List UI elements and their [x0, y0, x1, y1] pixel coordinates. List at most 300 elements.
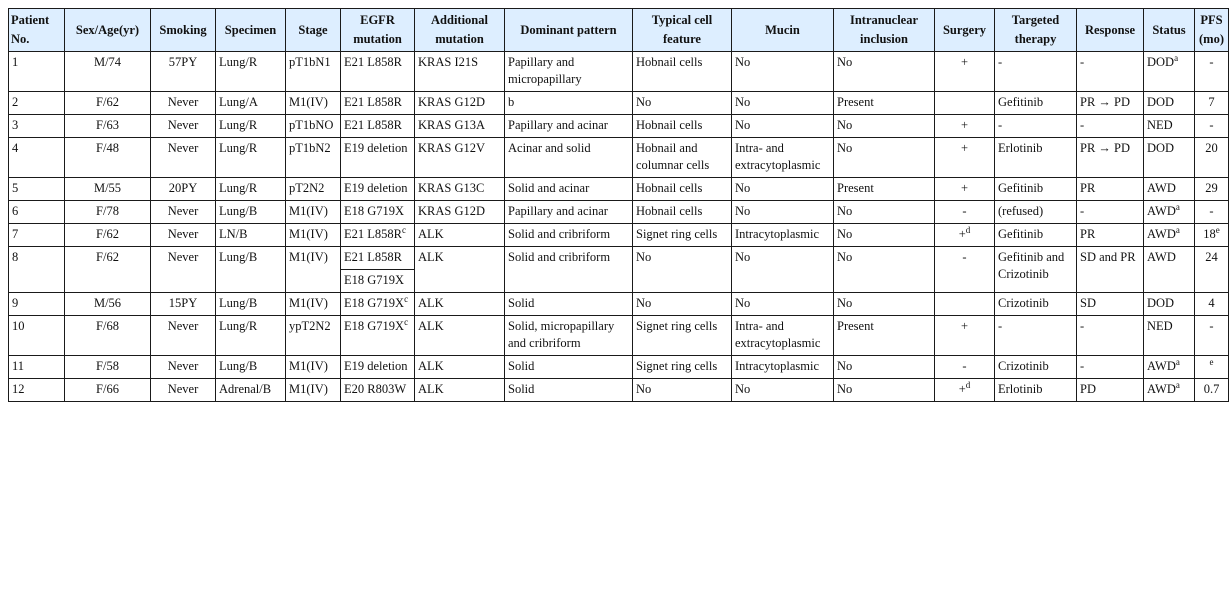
cell-smoking	[151, 247, 216, 293]
cell-sex-age-text: M/74	[93, 55, 122, 69]
cell-therapy-text: Gefitinib and Crizotinib	[998, 250, 1065, 281]
table-row	[9, 115, 1229, 138]
cell-stage-text: M1(IV)	[289, 95, 328, 109]
cell-pfs	[1195, 92, 1229, 115]
cell-smoking	[151, 115, 216, 138]
cell-response	[1077, 178, 1144, 201]
cell-mucin-text: Intra- and extracytoplasmic	[735, 319, 821, 350]
cell-cell-feature	[633, 293, 732, 316]
cell-pattern-text: Papillary and acinar	[508, 118, 608, 132]
cell-patient-no	[9, 201, 65, 224]
table-row	[9, 201, 1229, 224]
cell-stage	[286, 379, 341, 402]
cell-therapy	[995, 52, 1077, 92]
cell-status	[1144, 356, 1195, 379]
header-response: Response	[1077, 9, 1144, 52]
cell-therapy	[995, 224, 1077, 247]
cell-inclusion-text: No	[837, 141, 853, 155]
cell-stage	[286, 224, 341, 247]
cell-status-text: NED	[1147, 319, 1173, 333]
cell-therapy-text: Gefitinib	[998, 95, 1044, 109]
table-row	[9, 178, 1229, 201]
cell-therapy-text: -	[998, 55, 1003, 69]
cell-pattern	[505, 115, 633, 138]
cell-cell-feature	[633, 138, 732, 178]
cell-pattern-text: Papillary and acinar	[508, 204, 608, 218]
cell-status-text: AWD	[1147, 227, 1176, 241]
cell-inclusion	[834, 224, 935, 247]
header-surgery: Surgery	[935, 9, 995, 52]
cell-egfr-text: E19 deletion	[344, 181, 408, 195]
cell-status-text: AWD	[1147, 359, 1176, 373]
cell-patient-no	[9, 379, 65, 402]
cell-egfr-text: E18 G719X	[344, 296, 405, 310]
cell-sex-age	[65, 316, 151, 356]
cell-pattern-text: Solid	[508, 296, 535, 310]
cell-surgery-footnote: d	[965, 380, 971, 390]
cell-response	[1077, 201, 1144, 224]
cell-inclusion-text: No	[837, 227, 853, 241]
cell-inclusion-text: No	[837, 118, 853, 132]
cell-stage-text: M1(IV)	[289, 204, 328, 218]
cell-status	[1144, 178, 1195, 201]
cell-response-text: PR → PD	[1080, 95, 1131, 109]
header-specimen: Specimen	[216, 9, 286, 52]
cell-response	[1077, 52, 1144, 92]
cell-mucin	[732, 247, 834, 293]
cell-response-text: PR	[1080, 227, 1096, 241]
cell-therapy	[995, 92, 1077, 115]
cell-cell-feature-text: Signet ring cells	[636, 359, 718, 373]
cell-mucin	[732, 224, 834, 247]
table-row	[9, 92, 1229, 115]
cell-pfs-text: -	[1209, 319, 1214, 333]
cell-specimen-text: Lung/R	[219, 118, 258, 132]
cell-therapy	[995, 379, 1077, 402]
cell-specimen-text: Lung/R	[219, 319, 258, 333]
cell-cell-feature-text: Hobnail and columnar cells	[636, 141, 710, 172]
cell-pfs-text: -	[1209, 55, 1214, 69]
cell-status	[1144, 52, 1195, 92]
table-body	[9, 52, 1229, 402]
cell-cell-feature-text: No	[636, 95, 652, 109]
cell-response-text: -	[1080, 359, 1085, 373]
cell-therapy-text: Crizotinib	[998, 359, 1049, 373]
cell-specimen-text: Lung/R	[219, 55, 258, 69]
cell-smoking-text: 57PY	[168, 55, 198, 69]
cell-pfs	[1195, 247, 1229, 293]
cell-therapy-text: Gefitinib	[998, 227, 1044, 241]
cell-additional-text: ALK	[418, 359, 444, 373]
header-row	[9, 9, 1229, 52]
cell-sex-age-text: F/58	[96, 359, 119, 373]
cell-pfs	[1195, 52, 1229, 92]
cell-stage-text: M1(IV)	[289, 227, 328, 241]
cell-pattern-text: Acinar and solid	[508, 141, 591, 155]
cell-smoking-text: 20PY	[168, 181, 198, 195]
header-patient-no: Patient No.	[9, 9, 65, 52]
cell-additional	[415, 293, 505, 316]
cell-pfs-text: 0.7	[1203, 382, 1220, 396]
cell-status-text: AWD	[1147, 382, 1176, 396]
cell-pfs	[1195, 201, 1229, 224]
table-row	[9, 356, 1229, 379]
cell-pattern-text: Solid and acinar	[508, 181, 590, 195]
cell-specimen-text: Adrenal/B	[219, 382, 272, 396]
cell-pfs-text: 29	[1205, 181, 1218, 195]
cell-cell-feature	[633, 52, 732, 92]
cell-stage	[286, 316, 341, 356]
header-pattern: Dominant pattern	[505, 9, 633, 52]
cell-pattern	[505, 356, 633, 379]
cell-egfr-footnote: c	[401, 225, 406, 235]
cell-surgery	[935, 115, 995, 138]
cell-additional-text: ALK	[418, 227, 444, 241]
cell-cell-feature	[633, 247, 732, 293]
cell-mucin-text: No	[735, 382, 751, 396]
cell-pattern	[505, 201, 633, 224]
header-status: Status	[1144, 9, 1195, 52]
cell-therapy-text: -	[998, 319, 1003, 333]
cell-patient-no-text: 12	[12, 382, 25, 396]
cell-mucin	[732, 115, 834, 138]
cell-pfs-text: -	[1209, 204, 1214, 218]
cell-additional-text: KRAS I21S	[418, 55, 479, 69]
cell-specimen-text: Lung/R	[219, 141, 258, 155]
cell-egfr-text: E19 deletion	[344, 141, 408, 155]
cell-smoking	[151, 316, 216, 356]
cell-mucin	[732, 293, 834, 316]
cell-pattern	[505, 247, 633, 293]
cell-status	[1144, 293, 1195, 316]
cell-additional-text: ALK	[418, 382, 444, 396]
cell-egfr	[341, 138, 415, 178]
cell-pfs-text: -	[1209, 118, 1214, 132]
cell-mucin-text: No	[735, 250, 751, 264]
cell-egfr	[341, 92, 415, 115]
cell-smoking	[151, 356, 216, 379]
cell-pattern-text: Solid	[508, 382, 535, 396]
cell-therapy	[995, 247, 1077, 293]
cell-smoking-text: Never	[167, 382, 199, 396]
cell-status-text: AWD	[1147, 204, 1176, 218]
cell-response-text: -	[1080, 319, 1085, 333]
cell-egfr	[341, 178, 415, 201]
cell-mucin-text: No	[735, 296, 751, 310]
cell-pattern	[505, 316, 633, 356]
cell-egfr-text: E21 L858R	[344, 95, 402, 109]
header-mucin: Mucin	[732, 9, 834, 52]
cell-stage	[286, 52, 341, 92]
cell-specimen-text: Lung/R	[219, 181, 258, 195]
cell-inclusion	[834, 379, 935, 402]
cell-egfr-text: E21 L858R	[344, 118, 402, 132]
cell-pfs	[1195, 178, 1229, 201]
cell-pattern-text: Papillary and micropapillary	[508, 55, 582, 86]
cell-specimen	[216, 138, 286, 178]
cell-status-text: DOD	[1147, 141, 1175, 155]
header-inclusion: Intranuclear inclusion	[834, 9, 935, 52]
cell-sex-age	[65, 138, 151, 178]
cell-status-text: DOD	[1147, 296, 1175, 310]
cell-therapy-text: Erlotinib	[998, 141, 1043, 155]
cell-inclusion	[834, 316, 935, 356]
cell-surgery	[935, 138, 995, 178]
cell-stage-text: ypT2N2	[289, 319, 331, 333]
cell-inclusion-text: Present	[837, 319, 874, 333]
cell-smoking-text: Never	[167, 141, 199, 155]
cell-patient-no-text: 7	[12, 227, 19, 241]
cell-response-text: SD	[1080, 296, 1096, 310]
cell-surgery-text: +	[958, 227, 966, 241]
cell-egfr	[341, 316, 415, 356]
cell-smoking	[151, 138, 216, 178]
cell-pfs	[1195, 115, 1229, 138]
cell-patient-no-text: 5	[12, 181, 19, 195]
cell-sex-age	[65, 178, 151, 201]
cell-inclusion	[834, 356, 935, 379]
cell-additional-text: KRAS G12V	[418, 141, 486, 155]
cell-stage	[286, 293, 341, 316]
cell-stage-text: pT1bN2	[289, 141, 331, 155]
cell-sex-age-text: F/66	[96, 382, 119, 396]
cell-smoking	[151, 224, 216, 247]
cell-additional	[415, 92, 505, 115]
cell-specimen-text: LN/B	[219, 227, 248, 241]
cell-status-text: NED	[1147, 118, 1173, 132]
cell-additional	[415, 52, 505, 92]
cell-egfr-text: E18 G719X	[344, 319, 405, 333]
cell-stage-text: M1(IV)	[289, 359, 328, 373]
cell-inclusion	[834, 52, 935, 92]
cell-mucin-text: Intracytoplasmic	[735, 359, 819, 373]
cell-sex-age-text: F/63	[96, 118, 119, 132]
cell-cell-feature	[633, 224, 732, 247]
cell-additional	[415, 138, 505, 178]
cell-sex-age	[65, 224, 151, 247]
cell-surgery-text: +	[960, 55, 969, 69]
cell-therapy	[995, 293, 1077, 316]
cell-surgery-text: -	[962, 204, 967, 218]
cell-pattern	[505, 138, 633, 178]
cell-patient-no	[9, 356, 65, 379]
cell-smoking	[151, 178, 216, 201]
cell-stage	[286, 138, 341, 178]
cell-patient-no-text: 10	[12, 319, 25, 333]
cell-additional-text: KRAS G12D	[418, 95, 486, 109]
cell-mucin-text: No	[735, 95, 751, 109]
cell-sex-age	[65, 247, 151, 293]
cell-patient-no	[9, 52, 65, 92]
cell-specimen-text: Lung/B	[219, 250, 258, 264]
header-sex-age: Sex/Age(yr)	[65, 9, 151, 52]
cell-response	[1077, 247, 1144, 293]
cell-mucin	[732, 138, 834, 178]
cell-surgery	[935, 316, 995, 356]
cell-sex-age-text: F/48	[96, 141, 119, 155]
cell-cell-feature-text: No	[636, 382, 652, 396]
cell-pattern	[505, 224, 633, 247]
cell-pfs-text: 24	[1205, 250, 1218, 264]
cell-stage-text: pT1bNO	[289, 118, 334, 132]
cell-therapy	[995, 356, 1077, 379]
cell-surgery	[935, 52, 995, 92]
cell-smoking-text: Never	[167, 359, 199, 373]
cell-pfs-text: 7	[1208, 95, 1215, 109]
cell-sex-age	[65, 52, 151, 92]
cell-response	[1077, 379, 1144, 402]
cell-inclusion-text: No	[837, 296, 853, 310]
cell-cell-feature	[633, 178, 732, 201]
cell-inclusion	[834, 92, 935, 115]
cell-status	[1144, 201, 1195, 224]
cell-response	[1077, 293, 1144, 316]
header-stage: Stage	[286, 9, 341, 52]
cell-stage	[286, 115, 341, 138]
cell-status	[1144, 316, 1195, 356]
cell-therapy	[995, 316, 1077, 356]
cell-specimen	[216, 247, 286, 293]
cell-response	[1077, 138, 1144, 178]
cell-cell-feature-text: No	[636, 296, 652, 310]
cell-cell-feature	[633, 201, 732, 224]
cell-inclusion-text: Present	[837, 181, 874, 195]
cell-surgery-text: -	[962, 359, 967, 373]
header-smoking: Smoking	[151, 9, 216, 52]
cell-response-text: -	[1080, 204, 1085, 218]
cell-mucin	[732, 379, 834, 402]
cell-mucin-text: No	[735, 55, 751, 69]
cell-mucin	[732, 356, 834, 379]
cell-inclusion-text: Present	[837, 95, 874, 109]
cell-mucin	[732, 52, 834, 92]
cell-response-text: -	[1080, 55, 1085, 69]
cell-egfr-text: E19 deletion	[344, 359, 408, 373]
cell-patient-no	[9, 178, 65, 201]
cell-response-text: -	[1080, 118, 1085, 132]
cell-pattern	[505, 379, 633, 402]
cell-surgery	[935, 293, 995, 316]
cell-therapy	[995, 115, 1077, 138]
cell-specimen	[216, 356, 286, 379]
cell-egfr	[341, 356, 415, 379]
cell-therapy-text: Erlotinib	[998, 382, 1043, 396]
cell-response-text: SD and PR	[1080, 250, 1136, 264]
cell-egfr-footnote: c	[404, 294, 409, 304]
cell-specimen	[216, 52, 286, 92]
header-pfs: PFS (mo)	[1195, 9, 1229, 52]
cell-response	[1077, 115, 1144, 138]
cell-additional	[415, 379, 505, 402]
cell-additional-text: ALK	[418, 296, 444, 310]
cell-status-text: AWD	[1147, 250, 1176, 264]
cell-stage	[286, 356, 341, 379]
cell-status-footnote: a	[1175, 225, 1180, 235]
cell-mucin	[732, 316, 834, 356]
cell-inclusion-text: No	[837, 204, 853, 218]
cell-cell-feature	[633, 379, 732, 402]
cell-pfs	[1195, 224, 1229, 247]
cell-inclusion	[834, 293, 935, 316]
cell-specimen	[216, 178, 286, 201]
cell-inclusion	[834, 201, 935, 224]
cell-stage-text: M1(IV)	[289, 296, 328, 310]
cell-status-footnote: a	[1175, 380, 1180, 390]
cell-pfs-footnote: e	[1209, 357, 1214, 367]
cell-status	[1144, 379, 1195, 402]
cell-therapy	[995, 178, 1077, 201]
cell-pfs	[1195, 379, 1229, 402]
cell-mucin-text: No	[735, 118, 751, 132]
cell-surgery	[935, 178, 995, 201]
cell-mucin-text: Intracytoplasmic	[735, 227, 819, 241]
cell-inclusion	[834, 178, 935, 201]
cell-smoking	[151, 201, 216, 224]
cell-specimen	[216, 293, 286, 316]
cell-inclusion-text: No	[837, 250, 853, 264]
cell-smoking	[151, 52, 216, 92]
cell-patient-no-text: 8	[12, 250, 19, 264]
cell-sex-age	[65, 379, 151, 402]
cell-egfr	[341, 379, 415, 402]
cell-sex-age	[65, 356, 151, 379]
cell-egfr-footnote: c	[404, 317, 409, 327]
cell-response	[1077, 356, 1144, 379]
cell-pattern-text: Solid	[508, 359, 535, 373]
cell-additional-text: KRAS G12D	[418, 204, 486, 218]
cell-therapy-text: (refused)	[998, 204, 1044, 218]
cell-sex-age	[65, 115, 151, 138]
cell-sex-age-text: M/56	[93, 296, 122, 310]
cell-stage-text: M1(IV)	[289, 382, 328, 396]
cell-cell-feature	[633, 356, 732, 379]
cell-egfr-text: E21 L858R	[344, 55, 402, 69]
cell-specimen-text: Lung/B	[219, 296, 258, 310]
cell-cell-feature-text: Signet ring cells	[636, 227, 718, 241]
cell-additional-text: ALK	[418, 250, 444, 264]
cell-patient-no	[9, 224, 65, 247]
cell-stage	[286, 247, 341, 293]
cell-sex-age-text: M/55	[93, 181, 122, 195]
cell-pfs-text: 20	[1205, 141, 1218, 155]
cell-mucin	[732, 178, 834, 201]
cell-patient-no	[9, 138, 65, 178]
cell-smoking-text: 15PY	[168, 296, 198, 310]
cell-mucin-text: No	[735, 181, 751, 195]
cell-pfs	[1195, 293, 1229, 316]
cell-mucin-text: No	[735, 204, 751, 218]
cell-response-text: PR	[1080, 181, 1096, 195]
cell-therapy-text: Gefitinib	[998, 181, 1044, 195]
cell-egfr-text: E20 R803W	[344, 382, 407, 396]
cell-response-text: PR → PD	[1080, 141, 1131, 155]
cell-surgery	[935, 92, 995, 115]
cell-specimen	[216, 379, 286, 402]
cell-additional-text: KRAS G13C	[418, 181, 485, 195]
cell-stage	[286, 201, 341, 224]
table-container	[8, 8, 1229, 402]
cell-cell-feature	[633, 92, 732, 115]
cell-cell-feature-text: Hobnail cells	[636, 204, 703, 218]
cell-patient-no-text: 9	[12, 296, 19, 310]
cell-egfr	[341, 52, 415, 92]
cell-patient-no-text: 11	[12, 359, 25, 373]
table-row	[9, 316, 1229, 356]
cell-surgery-text: +	[960, 181, 969, 195]
cell-additional	[415, 316, 505, 356]
cell-smoking-text: Never	[167, 319, 199, 333]
cell-egfr-text: E21 L858R	[344, 250, 402, 264]
